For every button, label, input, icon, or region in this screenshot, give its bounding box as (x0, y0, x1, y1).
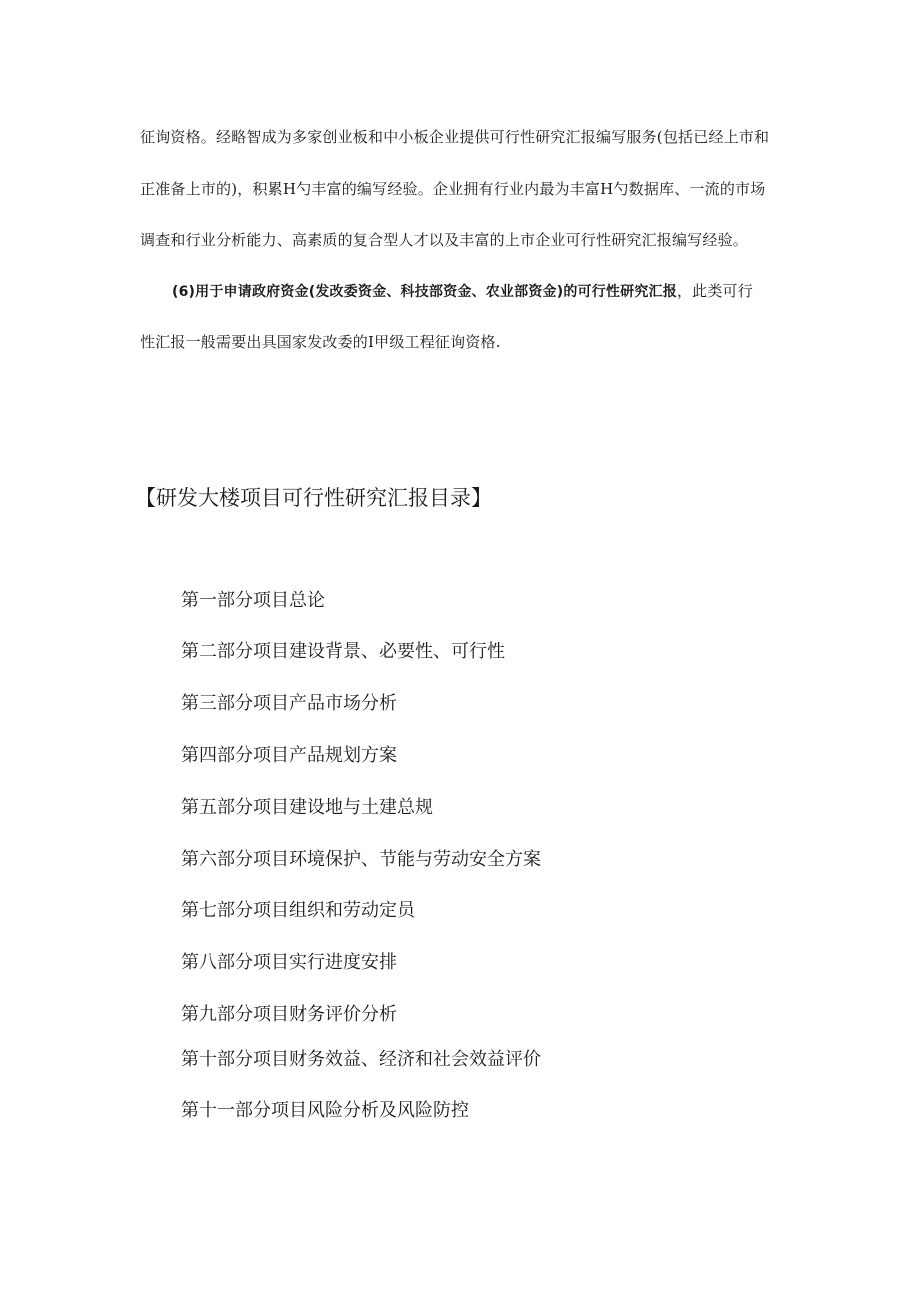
toc-item: 第五部分项目建设地与土建总规 (181, 797, 433, 818)
paragraph2-line-1 (172, 281, 753, 302)
toc-item: 第十部分项目财务效益、经济和社会效益评价 (181, 1049, 541, 1070)
toc-item: 第六部分项目环境保护、节能与劳动安全方案 (181, 849, 541, 870)
toc-item: 第四部分项目产品规划方案 (181, 745, 397, 766)
paragraph1-line-1: 征询资格。经略智成为多家创业板和中小板企业提供可行性研究汇报编写服务(包括已经上市和 (140, 128, 770, 146)
toc-item: 第八部分项目实行进度安排 (181, 952, 397, 973)
toc-item: 第二部分项目建设背景、必要性、可行性 (181, 641, 505, 662)
paragraph1-line-3: 调查和行业分析能力、高素质的复合型人才以及丰富的上市企业可行性研究汇报编写经验。 (140, 231, 749, 249)
toc-item: 第七部分项目组织和劳动定员 (181, 900, 415, 921)
paragraph1-line-2: 正准备上市的)，积累H勺丰富的编写经验。企业拥有行业内最为丰富H勺数据库、一流的市场 (140, 180, 766, 198)
toc-title: 【研发大楼项目可行性研究汇报目录】 (135, 486, 492, 510)
toc-item: 第九部分项目财务评价分析 (181, 1004, 397, 1025)
toc-item: 第十一部分项目风险分析及风险防控 (181, 1100, 469, 1121)
paragraph2-line-2: 性汇报一般需要出具国家发改委的I甲级工程征询资格. (140, 333, 501, 351)
toc-item: 第三部分项目产品市场分析 (181, 693, 397, 714)
paragraph2-bold-text: (6)用于申请政府资金(发改委资金、科技部资金、农业部资金)的可行性研究汇报 (172, 284, 677, 300)
paragraph2-rest-text: ，此类可行 (676, 282, 753, 300)
toc-item: 第一部分项目总论 (181, 590, 325, 611)
